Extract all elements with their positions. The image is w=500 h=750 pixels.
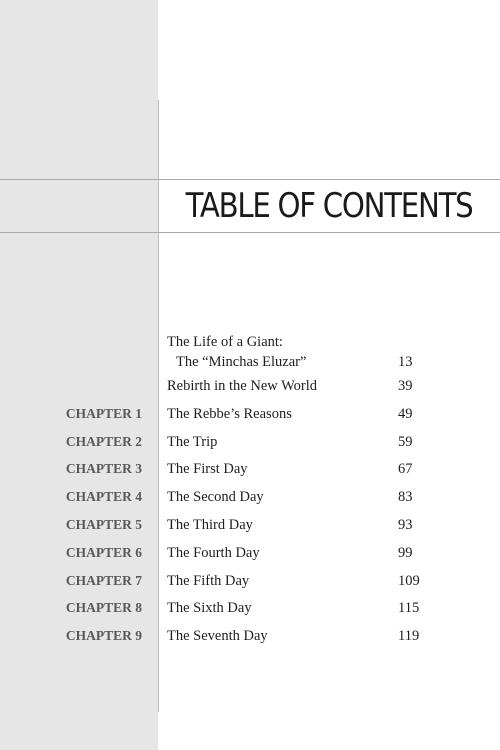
chapter-number: CHAPTER 5 xyxy=(65,517,142,532)
page-number: 109 xyxy=(398,573,420,589)
entry-title: The Fifth Day xyxy=(167,573,250,589)
toc-entry-chapter-4[interactable] xyxy=(0,486,500,508)
chapter-number: CHAPTER 2 xyxy=(65,434,142,449)
entry-title: The Sixth Day xyxy=(167,600,252,616)
entry-title: The Fourth Day xyxy=(167,545,260,561)
page-number: 99 xyxy=(398,545,413,561)
toc-entry-chapter-3[interactable] xyxy=(0,458,500,480)
page-number: 59 xyxy=(398,434,413,450)
page-number: 83 xyxy=(398,489,413,505)
entry-title: The Second Day xyxy=(167,489,264,505)
entry-title: The Trip xyxy=(167,434,218,450)
page-title: TABLE OF CONTENTS xyxy=(185,186,473,226)
page-number: 67 xyxy=(398,461,413,477)
page-number: 39 xyxy=(398,378,413,394)
toc-entry-rebirth[interactable] xyxy=(0,375,500,397)
toc-entry-chapter-2[interactable] xyxy=(0,431,500,453)
toc-entry-chapter-9[interactable] xyxy=(0,625,500,647)
page-number: 49 xyxy=(398,406,413,422)
page-number: 119 xyxy=(398,628,420,644)
title-rule-bottom xyxy=(0,232,500,233)
chapter-number: CHAPTER 6 xyxy=(65,545,142,560)
entry-subtitle: The “Minchas Eluzar” xyxy=(176,354,307,370)
toc-entry-chapter-6[interactable] xyxy=(0,542,500,564)
toc-entry-chapter-5[interactable] xyxy=(0,514,500,536)
page-number: 115 xyxy=(398,600,420,616)
entry-title: The First Day xyxy=(167,461,248,477)
entry-title: The Rebbe’s Reasons xyxy=(167,406,292,422)
chapter-number: CHAPTER 4 xyxy=(65,489,142,504)
chapter-number: CHAPTER 8 xyxy=(65,600,142,615)
page-number: 13 xyxy=(398,354,413,370)
title-rule-top xyxy=(0,179,500,180)
chapter-number: CHAPTER 1 xyxy=(65,406,142,421)
chapter-number: CHAPTER 9 xyxy=(65,628,142,643)
page-number: 93 xyxy=(398,517,413,533)
toc-entry-chapter-8[interactable] xyxy=(0,597,500,619)
chapter-number: CHAPTER 3 xyxy=(65,461,142,476)
entry-title: The Life of a Giant: xyxy=(167,334,283,350)
chapter-number: CHAPTER 7 xyxy=(65,573,142,588)
entry-title: Rebirth in the New World xyxy=(167,378,317,394)
entry-title: The Seventh Day xyxy=(167,628,268,644)
toc-entry-intro[interactable] xyxy=(0,331,500,370)
toc-entry-chapter-7[interactable] xyxy=(0,570,500,592)
entry-title: The Third Day xyxy=(167,517,253,533)
toc-entry-chapter-1[interactable] xyxy=(0,403,500,425)
